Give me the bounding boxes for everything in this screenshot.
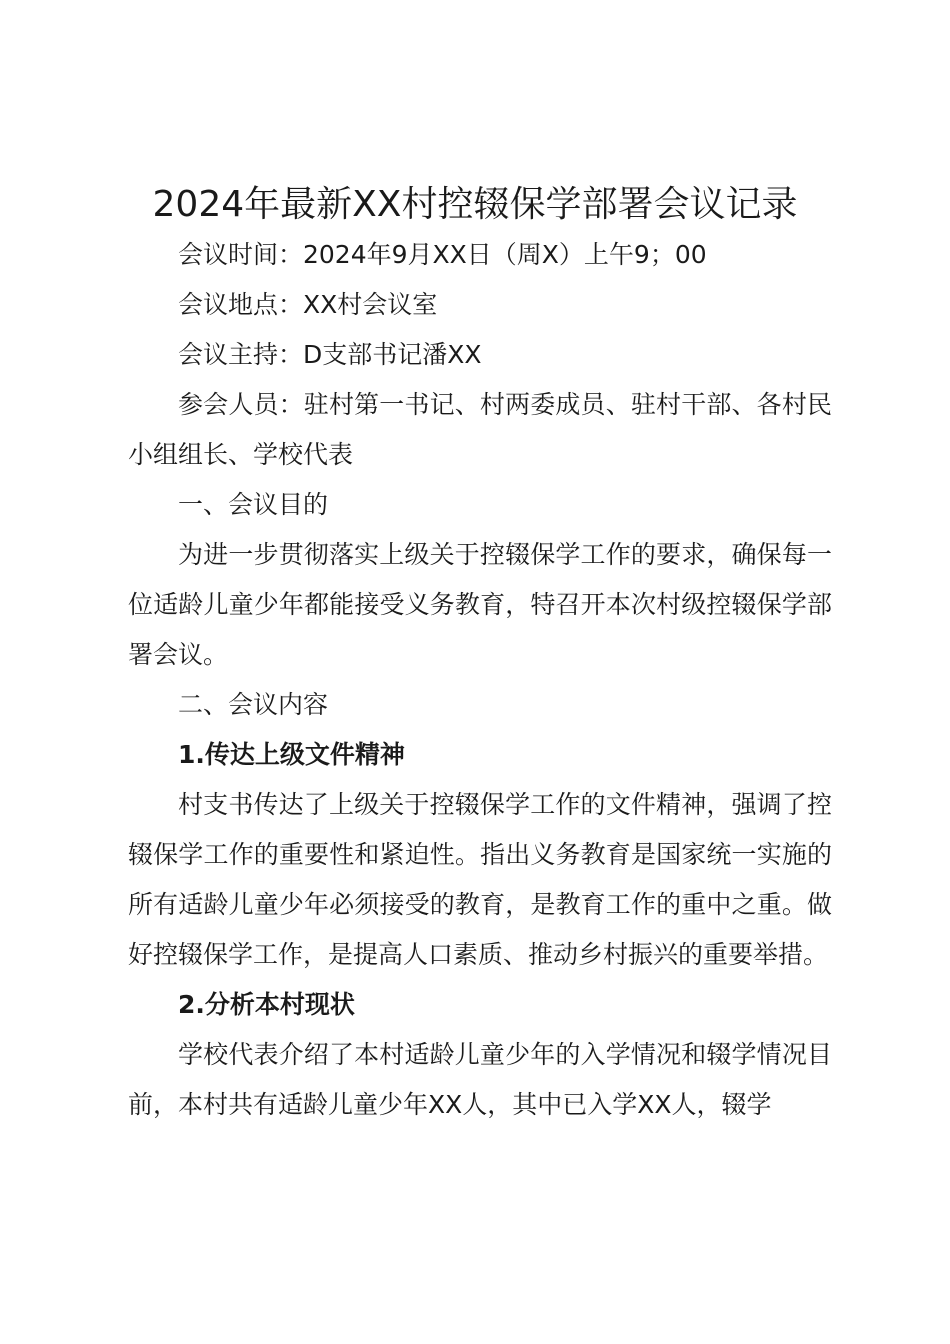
meeting-attendees: 参会人员：驻村第一书记、村两委成员、驻村干部、各村民小组组长、学校代表 [128, 390, 832, 469]
paragraph-transmit-documents: 村支书传达了上级关于控辍保学工作的文件精神，强调了控辍保学工作的重要性和紧迫性。指出义务教育是国家统一实施的所有适龄儿童少年必须接受的教育，是教育工作的重中之重。做好控辍保学工作，是提高人口素质、推动乡村振兴的重要举措。 [128, 790, 832, 969]
meeting-location: 会议地点：XX村会议室 [178, 290, 438, 319]
paragraph-analyze-status: 学校代表介绍了本村适龄儿童少年的入学情况和辍学情况目前，本村共有适龄儿童少年XX人，其中已入学XX人，辍学 [128, 1040, 832, 1119]
meeting-time: 会议时间：2024年9月XX日（周X）上午9；00 [178, 240, 707, 269]
subheading-transmit-documents: 1.传达上级文件精神 [178, 740, 405, 769]
section-text-purpose: 为进一步贯彻落实上级关于控辍保学工作的要求，确保每一位适龄儿童少年都能接受义务教育，特召开本次村级控辍保学部署会议。 [128, 540, 832, 669]
subheading-analyze-status: 2.分析本村现状 [178, 990, 355, 1019]
meeting-host: 会议主持：D支部书记潘XX [178, 340, 482, 369]
section-heading-purpose: 一、会议目的 [178, 490, 329, 519]
document-title: 2024年最新XX村控辍保学部署会议记录 [152, 184, 798, 225]
section-heading-content: 二、会议内容 [178, 690, 329, 719]
document-body [128, 230, 832, 1130]
